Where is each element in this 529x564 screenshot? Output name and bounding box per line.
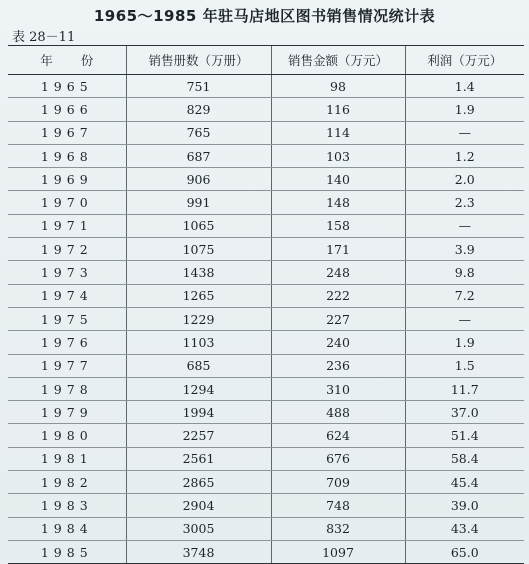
cell-sales: 240	[271, 331, 405, 354]
cell-year: 1970	[8, 191, 126, 214]
table-row	[8, 471, 524, 494]
cell-books: 1265	[126, 284, 271, 307]
cell-year: 1978	[8, 377, 126, 400]
cell-profit: 39.0	[405, 494, 524, 517]
cell-year: 1980	[8, 424, 126, 447]
cell-books: 3005	[126, 517, 271, 540]
cell-books: 685	[126, 354, 271, 377]
cell-sales: 236	[271, 354, 405, 377]
cell-books: 751	[126, 75, 271, 98]
cell-profit: 7.2	[405, 284, 524, 307]
table-row	[8, 144, 524, 167]
cell-profit: 65.0	[405, 540, 524, 563]
table-row	[8, 191, 524, 214]
table-row	[8, 401, 524, 424]
cell-profit: 2.0	[405, 168, 524, 191]
cell-year: 1984	[8, 517, 126, 540]
cell-year: 1974	[8, 284, 126, 307]
cell-year: 1975	[8, 307, 126, 330]
cell-books: 765	[126, 121, 271, 144]
cell-sales: 676	[271, 447, 405, 470]
cell-year: 1973	[8, 261, 126, 284]
cell-books: 1103	[126, 331, 271, 354]
cell-year: 1982	[8, 471, 126, 494]
table-row	[8, 238, 524, 261]
cell-books: 3748	[126, 540, 271, 563]
table-row	[8, 168, 524, 191]
cell-sales: 832	[271, 517, 405, 540]
table-row	[8, 284, 524, 307]
table-row	[8, 517, 524, 540]
cell-profit: 1.9	[405, 98, 524, 121]
header-books: 销售册数（万册）	[126, 46, 271, 75]
cell-year: 1985	[8, 540, 126, 563]
cell-year: 1979	[8, 401, 126, 424]
cell-sales: 171	[271, 238, 405, 261]
cell-profit: 1.9	[405, 331, 524, 354]
header-year-right: 份	[80, 53, 94, 68]
table-number: 表 28－11	[12, 30, 76, 45]
cell-profit: 3.9	[405, 238, 524, 261]
table-title: 1965～1985 年驻马店地区图书销售情况统计表	[93, 7, 436, 25]
cell-sales: 140	[271, 168, 405, 191]
cell-profit: —	[405, 307, 524, 330]
cell-sales: 310	[271, 377, 405, 400]
cell-books: 1065	[126, 214, 271, 237]
cell-sales: 227	[271, 307, 405, 330]
cell-year: 1969	[8, 168, 126, 191]
table-row	[8, 75, 524, 98]
cell-sales: 114	[271, 121, 405, 144]
cell-profit: 1.5	[405, 354, 524, 377]
cell-books: 687	[126, 144, 271, 167]
cell-profit: 58.4	[405, 447, 524, 470]
header-profit: 利润（万元）	[405, 46, 524, 75]
cell-year: 1977	[8, 354, 126, 377]
cell-profit: 45.4	[405, 471, 524, 494]
cell-year: 1972	[8, 238, 126, 261]
table-row	[8, 261, 524, 284]
cell-year: 1971	[8, 214, 126, 237]
cell-sales: 98	[271, 75, 405, 98]
table-row	[8, 214, 524, 237]
cell-profit: 2.3	[405, 191, 524, 214]
cell-profit: 43.4	[405, 517, 524, 540]
cell-sales: 748	[271, 494, 405, 517]
cell-books: 991	[126, 191, 271, 214]
cell-sales: 1097	[271, 540, 405, 563]
cell-profit: 1.2	[405, 144, 524, 167]
cell-books: 906	[126, 168, 271, 191]
cell-year: 1976	[8, 331, 126, 354]
cell-sales: 116	[271, 98, 405, 121]
table-body	[8, 75, 524, 564]
cell-profit: —	[405, 214, 524, 237]
table-row	[8, 354, 524, 377]
cell-profit: 11.7	[405, 377, 524, 400]
header-year-left: 年	[40, 53, 53, 68]
table-row	[8, 377, 524, 400]
cell-profit: 51.4	[405, 424, 524, 447]
table-header-row	[8, 46, 524, 75]
table-row	[8, 424, 524, 447]
cell-books: 1229	[126, 307, 271, 330]
cell-sales: 709	[271, 471, 405, 494]
cell-sales: 158	[271, 214, 405, 237]
header-year	[8, 46, 126, 75]
cell-sales: 488	[271, 401, 405, 424]
table-row	[8, 307, 524, 330]
table-row	[8, 121, 524, 144]
cell-profit: 1.4	[405, 75, 524, 98]
cell-sales: 222	[271, 284, 405, 307]
cell-books: 1994	[126, 401, 271, 424]
cell-year: 1967	[8, 121, 126, 144]
header-sales: 销售金额（万元）	[271, 46, 405, 75]
cell-books: 2904	[126, 494, 271, 517]
cell-year: 1983	[8, 494, 126, 517]
cell-books: 2561	[126, 447, 271, 470]
cell-profit: 9.8	[405, 261, 524, 284]
cell-books: 2865	[126, 471, 271, 494]
cell-sales: 148	[271, 191, 405, 214]
cell-books: 2257	[126, 424, 271, 447]
cell-profit: 37.0	[405, 401, 524, 424]
cell-year: 1966	[8, 98, 126, 121]
cell-year: 1981	[8, 447, 126, 470]
cell-books: 829	[126, 98, 271, 121]
cell-year: 1965	[8, 75, 126, 98]
cell-profit: —	[405, 121, 524, 144]
cell-sales: 624	[271, 424, 405, 447]
table-row	[8, 540, 524, 563]
table-row	[8, 331, 524, 354]
table-row	[8, 98, 524, 121]
table-row	[8, 447, 524, 470]
cell-books: 1075	[126, 238, 271, 261]
cell-sales: 248	[271, 261, 405, 284]
table-row	[8, 494, 524, 517]
cell-books: 1294	[126, 377, 271, 400]
cell-books: 1438	[126, 261, 271, 284]
book-sales-table	[8, 45, 524, 564]
cell-year: 1968	[8, 144, 126, 167]
cell-sales: 103	[271, 144, 405, 167]
